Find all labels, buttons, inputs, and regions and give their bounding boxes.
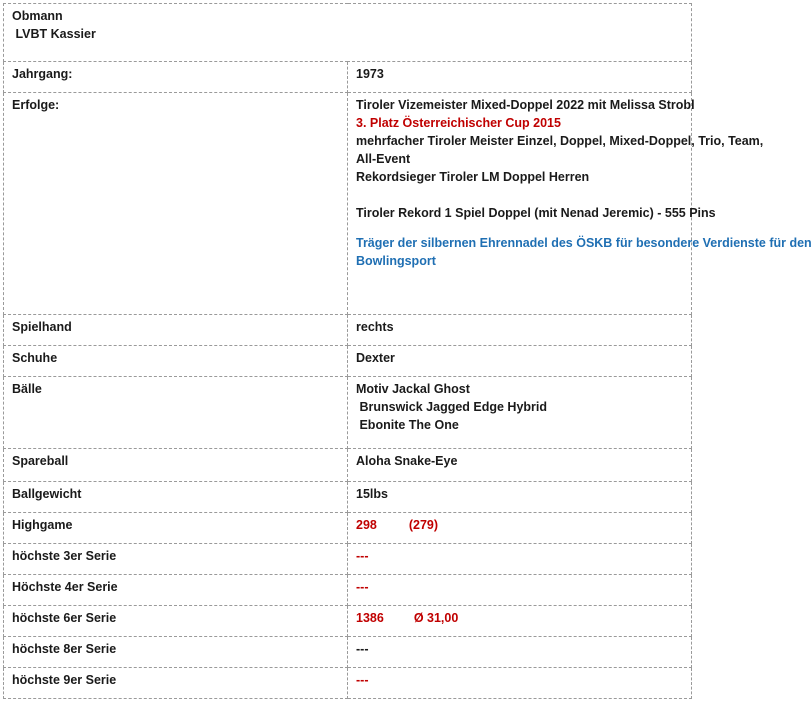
spacer — [356, 186, 683, 204]
header-cell — [4, 4, 692, 62]
achievement: Tiroler Rekord 1 Spiel Doppel (mit Nenad Jeremic) - 555 Pins — [356, 206, 716, 220]
row-label: höchste 3er Serie — [4, 544, 348, 575]
table-row — [4, 482, 692, 513]
row-value: rechts — [348, 315, 692, 346]
serie6-value: 1386 — [356, 611, 384, 625]
ball-item: Brunswick Jagged Edge Hybrid — [356, 400, 548, 414]
row-label: Schuhe — [4, 346, 348, 377]
role-title: Obmann — [12, 9, 63, 23]
achievement: All-Event — [356, 152, 411, 166]
table-row — [4, 575, 692, 606]
row-value: Dexter — [348, 346, 692, 377]
row-value: 1973 — [348, 62, 692, 93]
profile-table — [3, 3, 812, 699]
highgame-secondary: (279) — [408, 518, 439, 532]
serie6-average: Ø 31,00 — [413, 611, 459, 625]
honor-line: Bowlingsport — [356, 254, 436, 268]
achievement: Rekordsieger Tiroler LM Doppel Herren — [356, 170, 590, 184]
table-row — [4, 544, 692, 575]
row-value: --- — [348, 668, 692, 699]
row-label: Bälle — [4, 377, 348, 449]
achievement: 3. Platz Österreichischer Cup 2015 — [356, 116, 561, 130]
balls-cell — [348, 377, 692, 449]
table-row — [4, 449, 692, 482]
row-label: höchste 8er Serie — [4, 637, 348, 668]
honor-line: Träger der silbernen Ehrennadel des ÖSKB für besondere Verdienste für den — [356, 236, 812, 250]
ball-item: Motiv Jackal Ghost — [356, 382, 470, 396]
achievement: Tiroler Vizemeister Mixed-Doppel 2022 mit Melissa Strobl — [356, 98, 695, 112]
spacer — [356, 222, 683, 234]
table-row — [4, 637, 692, 668]
serie6-cell — [348, 606, 692, 637]
table-row — [4, 315, 692, 346]
highgame-cell — [348, 513, 692, 544]
header-row — [4, 4, 692, 62]
row-value: --- — [348, 544, 692, 575]
row-label: Spielhand — [4, 315, 348, 346]
row-label: Highgame — [4, 513, 348, 544]
role-subtitle: LVBT Kassier — [12, 27, 96, 41]
table-row — [4, 513, 692, 544]
table-row — [4, 93, 692, 315]
row-label: höchste 6er Serie — [4, 606, 348, 637]
row-label: Spareball — [4, 449, 348, 482]
row-value: --- — [348, 575, 692, 606]
achievements-cell — [348, 93, 812, 315]
row-value: Aloha Snake-Eye — [348, 449, 692, 482]
row-label: Erfolge: — [4, 93, 348, 315]
row-value: --- — [348, 637, 692, 668]
table-row — [4, 606, 692, 637]
row-label: Jahrgang: — [4, 62, 348, 93]
table-row — [4, 377, 692, 449]
row-label: Höchste 4er Serie — [4, 575, 348, 606]
achievement: mehrfacher Tiroler Meister Einzel, Doppel, Mixed-Doppel, Trio, Team, — [356, 134, 764, 148]
table-row — [4, 62, 692, 93]
table-row — [4, 346, 692, 377]
row-label: Ballgewicht — [4, 482, 348, 513]
highgame-value: 298 — [356, 518, 377, 532]
row-value: 15lbs — [348, 482, 692, 513]
row-label: höchste 9er Serie — [4, 668, 348, 699]
table-row — [4, 668, 692, 699]
ball-item: Ebonite The One — [356, 418, 459, 432]
